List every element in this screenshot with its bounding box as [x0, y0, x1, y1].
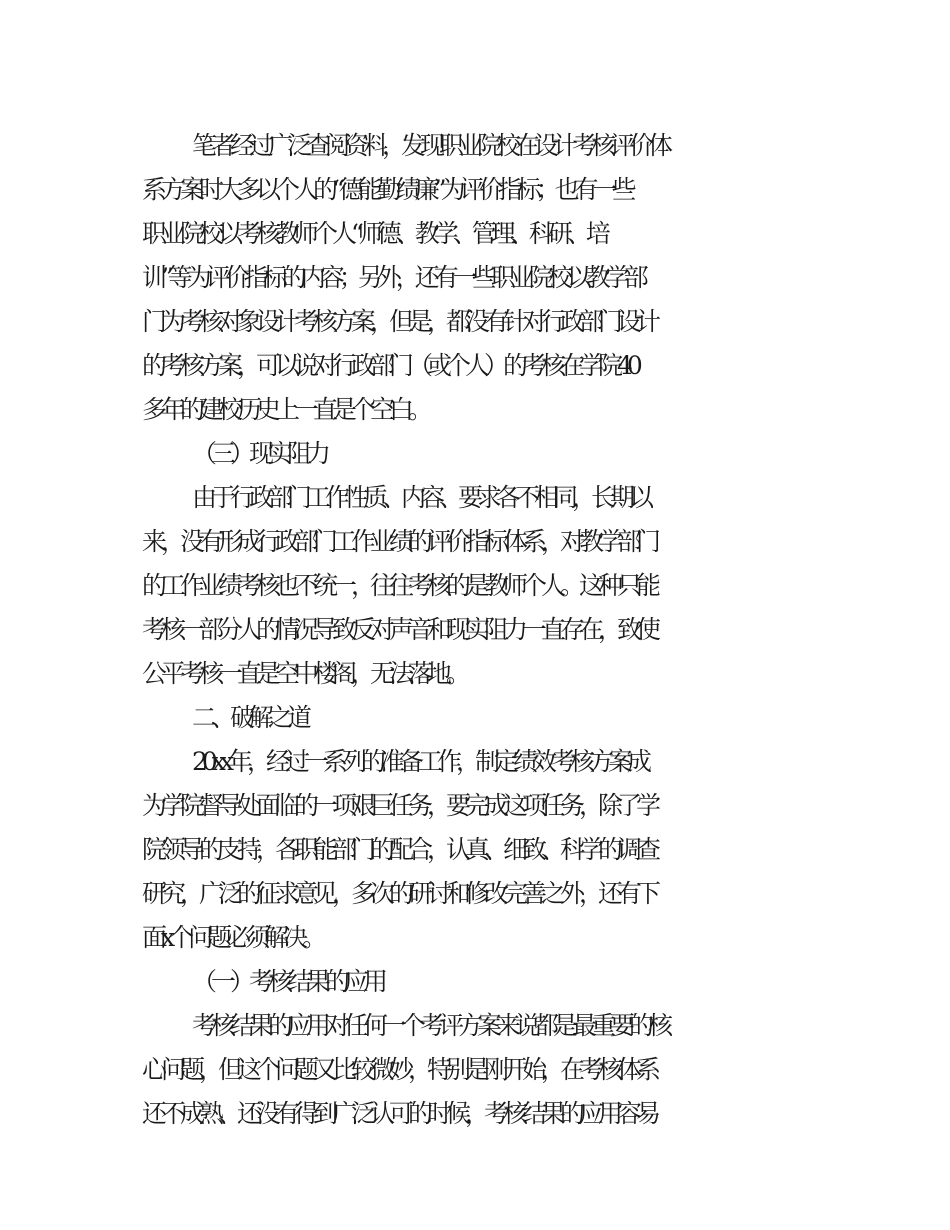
- paragraph-line: 院领导的支持，各职能部门的配合，认真、细致、科学的调查: [142, 835, 656, 864]
- paragraph-line: 来，没有形成行政部门工作业绩的评价指标体系，对教学部门: [142, 527, 656, 556]
- paragraph-line: 心问题，但这个问题又比较微妙，特别是刚开始，在考核体系: [142, 1055, 656, 1084]
- paragraph-line: 为学院督导处面临的一项艰巨任务，要完成这项任务，除了学: [142, 791, 656, 820]
- paragraph-line: 系方案时大多以个人的“德能勤绩廉”为评价指标；也有一些: [142, 175, 631, 204]
- paragraph-line: 考核一部分人的情况导致反对声音和现实阻力一直存在，致使: [142, 615, 656, 644]
- paragraph-line: 还不成熟、还没有得到广泛认可的时候，考核结果的应用容易: [142, 1099, 656, 1128]
- section-heading: （一）考核结果的应用: [192, 967, 383, 996]
- paragraph-line: 公平考核一直是空中楼阁，无法落地。: [142, 659, 466, 688]
- paragraph-line: 由于行政部门工作性质、内容、要求各不相同，长期以: [192, 483, 649, 512]
- paragraph-line: 研究，广泛的征求意见，多次的研讨和修改完善之外，还有下: [142, 879, 656, 908]
- paragraph-line: 面x个问题必须解决。: [142, 923, 322, 952]
- paragraph-line: 笔者经过广泛查阅资料，发现职业院校在设计考核评价体: [192, 131, 668, 160]
- paragraph-line: 多年的建校历史上一直是个空白。: [142, 395, 428, 424]
- paragraph-line: 的工作业绩考核也不统一，往往考核的是教师个人。这种只能: [142, 571, 656, 600]
- section-heading: 二、破解之道: [192, 703, 307, 732]
- paragraph-line: 的考核方案，可以说对行政部门（或个人）的考核在学院40: [142, 351, 637, 380]
- paragraph-line: 职业院校以考核教师个人“师德、教学、管理、科研、培: [142, 219, 605, 248]
- paragraph-line: 考核结果的应用对任何一个考评方案来说都是最重要的核: [192, 1011, 668, 1040]
- paragraph-line: 门为考核对象设计考核方案，但是，都没有针对行政部门设计: [142, 307, 656, 336]
- section-heading: （三）现实阻力: [192, 439, 326, 468]
- paragraph-line: 训”等为评价指标的内容；另外，还有一些职业院校以教学部: [142, 263, 643, 292]
- paragraph-line: 20xx年，经过一系列的准备工作，制定绩效考核方案成: [192, 747, 647, 776]
